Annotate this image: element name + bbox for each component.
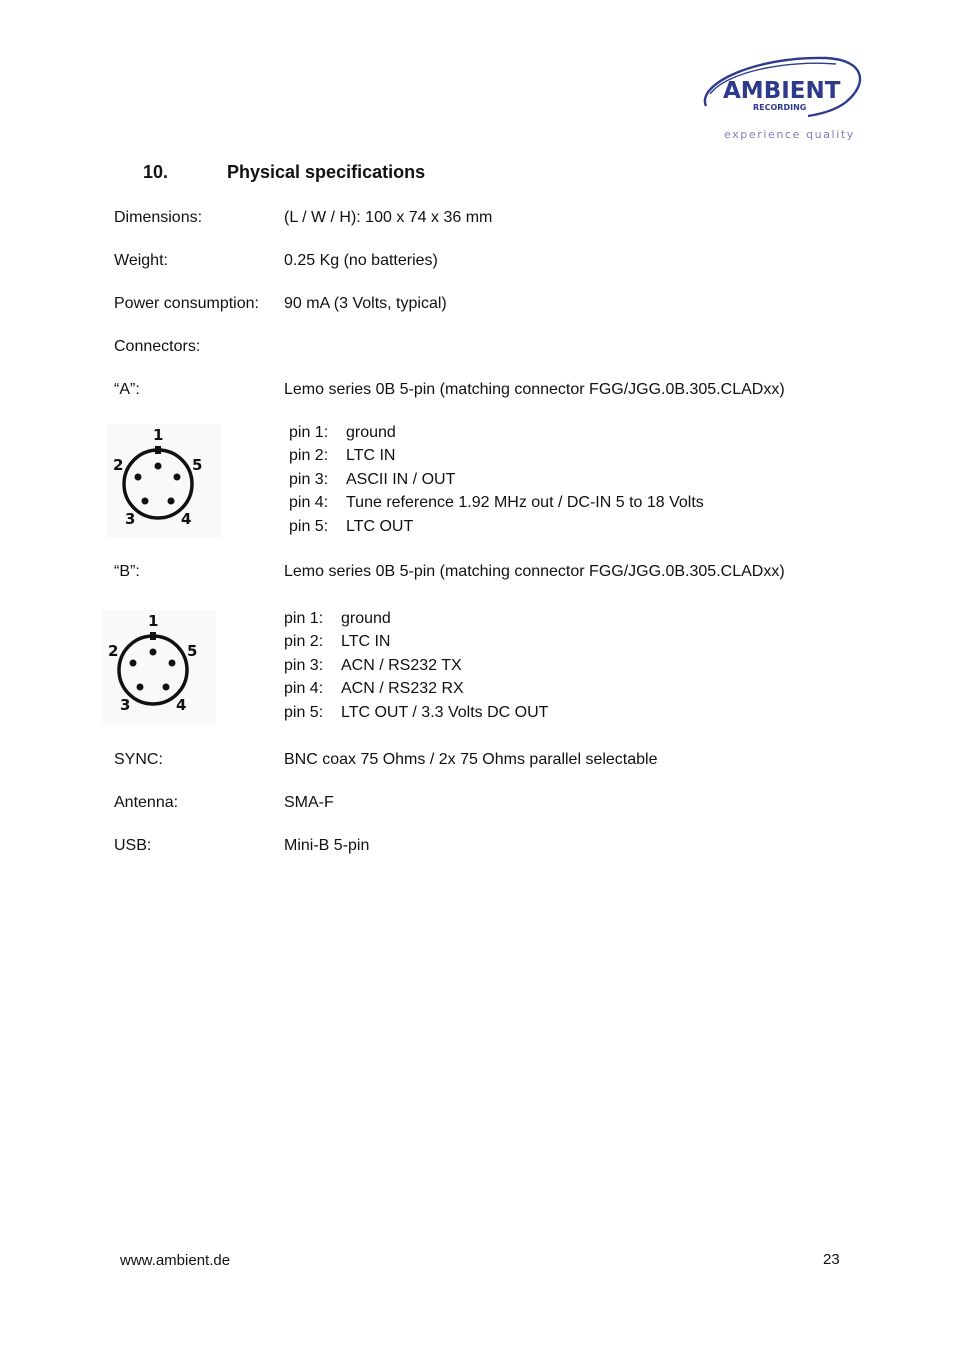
section-title: Physical specifications <box>227 162 426 182</box>
pin-desc: LTC OUT / 3.3 Volts DC OUT <box>341 704 549 721</box>
pin-desc: LTC OUT <box>346 518 414 535</box>
pin-label: pin 2: <box>284 633 324 650</box>
spec-value-power: 90 mA (3 Volts, typical) <box>284 295 447 312</box>
pin-desc: ACN / RS232 RX <box>341 680 464 697</box>
connector-b-pin-row <box>284 633 390 651</box>
pin-label: pin 3: <box>289 471 329 488</box>
page-number: 23 <box>823 1251 840 1268</box>
spec-label-antenna: Antenna: <box>114 794 179 811</box>
connector-b-num-4: 4 <box>176 696 187 714</box>
connector-b-value: Lemo series 0B 5-pin (matching connector FGG/JGG.0B.305.CLADxx) <box>284 563 785 580</box>
pin-label: pin 5: <box>284 704 324 721</box>
pin-label: pin 5: <box>289 518 329 535</box>
spec-label-dimensions: Dimensions: <box>114 209 203 226</box>
connector-a-label: “A”: <box>114 381 140 398</box>
connector-a-pin-row <box>289 471 455 489</box>
spec-label-usb: USB: <box>114 837 152 854</box>
connector-b-num-1: 1 <box>148 612 159 630</box>
connector-b-num-2: 2 <box>108 642 119 660</box>
ambient-logo <box>696 54 866 146</box>
logo-brand: AMBIENT <box>723 78 841 104</box>
connector-a-num-5: 5 <box>192 456 203 474</box>
pin-desc: ground <box>341 610 391 627</box>
spec-value-weight: 0.25 Kg (no batteries) <box>284 252 438 269</box>
connector-b-num-5: 5 <box>187 642 198 660</box>
connector-b-pin-row <box>284 704 548 722</box>
spec-value-sync: BNC coax 75 Ohms / 2x 75 Ohms parallel selectable <box>284 751 658 768</box>
pin-desc: LTC IN <box>346 447 396 464</box>
pin-desc: ASCII IN / OUT <box>346 471 456 488</box>
pin-label: pin 4: <box>284 680 324 697</box>
connector-a-pinout-diagram <box>107 424 221 538</box>
spec-label-weight: Weight: <box>114 252 168 269</box>
pin-label: pin 2: <box>289 447 329 464</box>
spec-value-dimensions: (L / W / H): 100 x 74 x 36 mm <box>284 209 493 226</box>
spec-value-usb: Mini-B 5-pin <box>284 837 370 854</box>
connector-a-num-4: 4 <box>181 510 192 528</box>
connector-b-pinout-diagram <box>102 610 216 724</box>
connector-a-pin-row <box>289 518 413 536</box>
pin-desc: ACN / RS232 TX <box>341 657 462 674</box>
pin-label: pin 1: <box>284 610 324 627</box>
ambient-logo-graphic <box>696 54 866 146</box>
connector-b-label: “B”: <box>114 563 140 580</box>
pin-label: pin 4: <box>289 494 329 511</box>
logo-tagline: experience quality <box>724 128 855 141</box>
pin-label: pin 3: <box>284 657 324 674</box>
section-number: 10. <box>143 162 169 182</box>
connector-a-num-2: 2 <box>113 456 124 474</box>
connector-a-num-1: 1 <box>153 426 164 444</box>
spec-label-connectors: Connectors: <box>114 338 201 355</box>
connector-b-pin-row <box>284 610 391 628</box>
connector-a-num-3: 3 <box>125 510 136 528</box>
connector-a-value: Lemo series 0B 5-pin (matching connector FGG/JGG.0B.305.CLADxx) <box>284 381 785 398</box>
spec-label-sync: SYNC: <box>114 751 163 768</box>
pin-label: pin 1: <box>289 424 329 441</box>
pin-desc: Tune reference 1.92 MHz out / DC-IN 5 to 18 Volts <box>346 494 704 511</box>
spec-value-antenna: SMA-F <box>284 794 334 811</box>
logo-sub: RECORDING <box>753 103 807 112</box>
footer-url: www.ambient.de <box>120 1252 231 1269</box>
connector-a-pin-row <box>289 447 395 465</box>
pin-desc: ground <box>346 424 396 441</box>
pin-desc: LTC IN <box>341 633 391 650</box>
spec-label-power: Power consumption: <box>114 295 259 312</box>
connector-a-pin-row <box>289 494 704 512</box>
connector-b-num-3: 3 <box>120 696 131 714</box>
connector-b-pin-row <box>284 657 462 675</box>
connector-b-pin-row <box>284 680 464 698</box>
connector-a-pin-row <box>289 424 396 442</box>
